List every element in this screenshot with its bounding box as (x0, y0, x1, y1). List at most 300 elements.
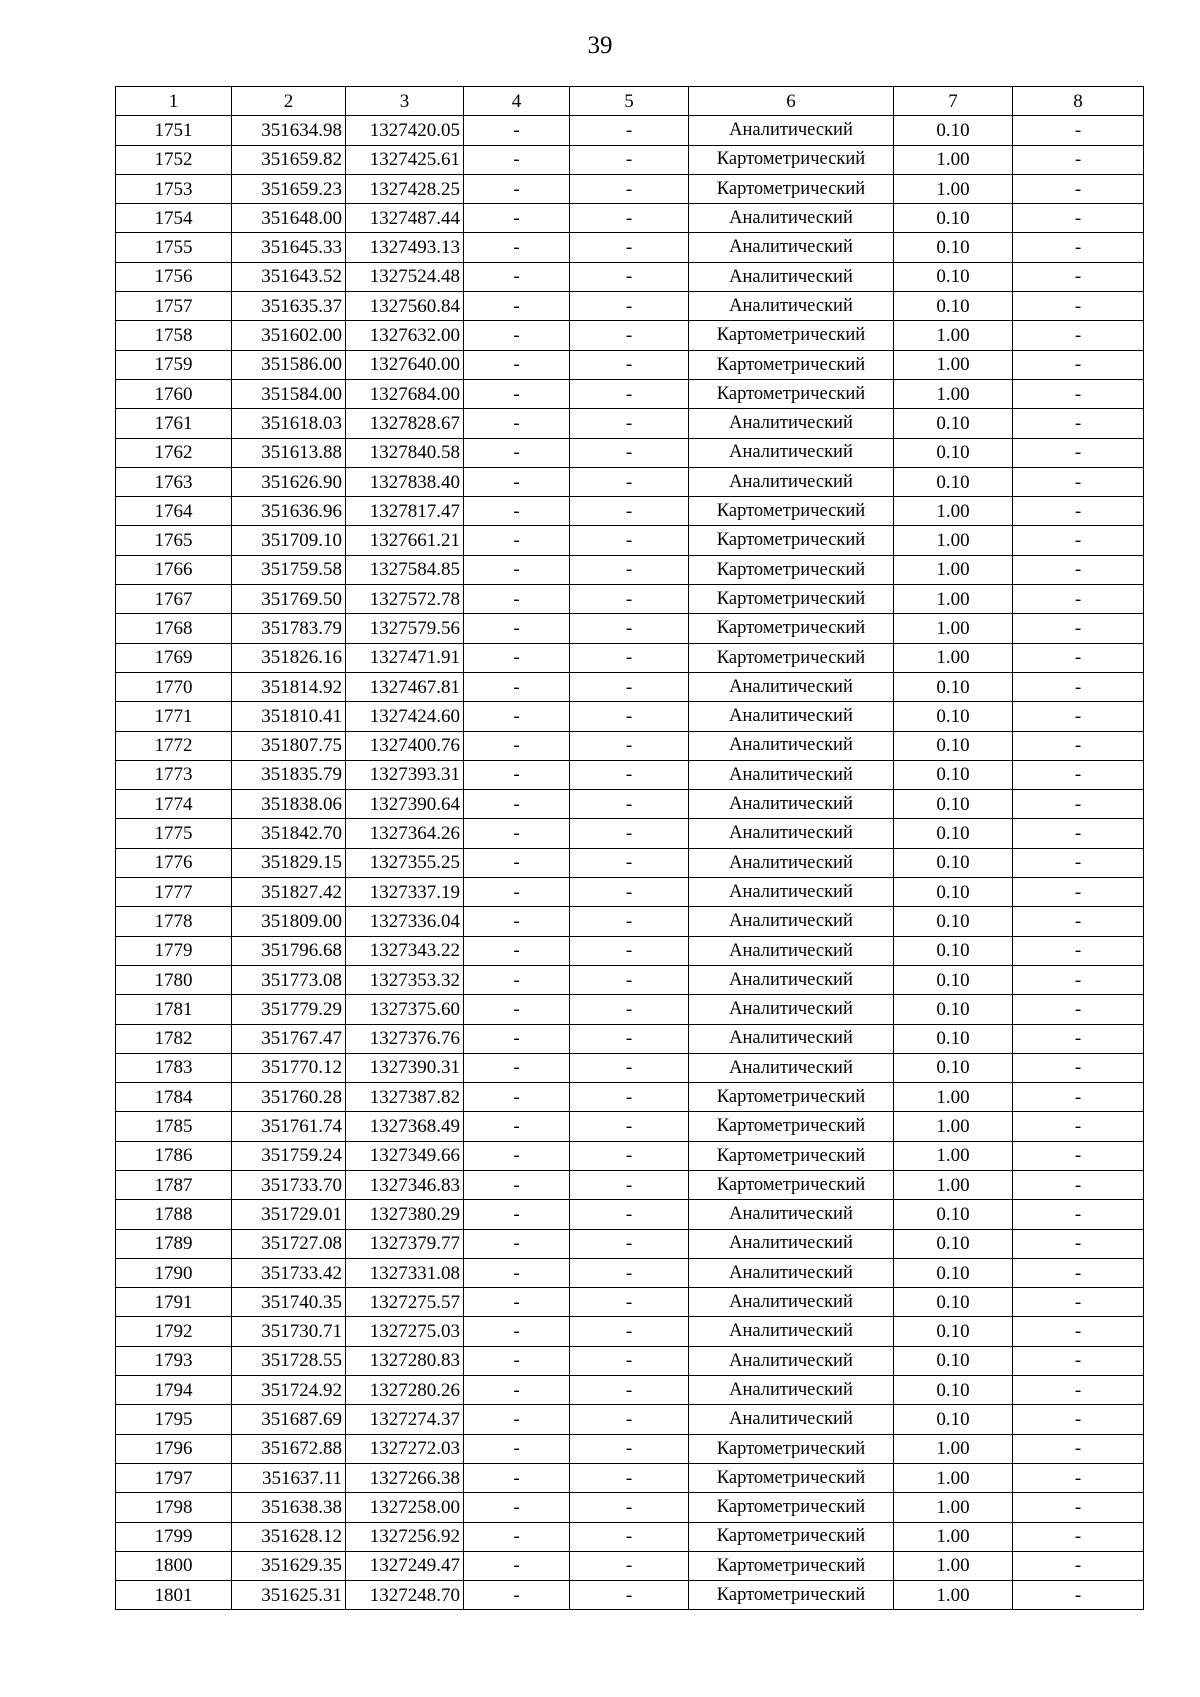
x-coordinate-cell: 351767.47 (232, 1024, 346, 1053)
column-8-cell: - (1013, 497, 1144, 526)
column-8-cell: - (1013, 1493, 1144, 1522)
column-5-cell: - (570, 1083, 689, 1112)
point-number-cell: 1785 (116, 1112, 232, 1141)
y-coordinate-cell: 1327275.57 (346, 1288, 464, 1317)
x-coordinate-cell: 351643.52 (232, 262, 346, 291)
point-number-cell: 1770 (116, 672, 232, 701)
column-8-cell: - (1013, 1581, 1144, 1610)
column-8-cell: - (1013, 1434, 1144, 1463)
column-8-cell: - (1013, 116, 1144, 145)
column-4-cell: - (464, 145, 570, 174)
accuracy-cell: 0.10 (894, 1376, 1013, 1405)
x-coordinate-cell: 351842.70 (232, 819, 346, 848)
column-4-cell: - (464, 1141, 570, 1170)
table-row (116, 936, 1144, 965)
column-header: 1 (116, 87, 232, 116)
method-cell: Аналитический (689, 1376, 894, 1405)
point-number-cell: 1764 (116, 497, 232, 526)
table-row (116, 1053, 1144, 1082)
column-5-cell: - (570, 1551, 689, 1580)
column-4-cell: - (464, 1317, 570, 1346)
column-5-cell: - (570, 526, 689, 555)
x-coordinate-cell: 351648.00 (232, 204, 346, 233)
column-5-cell: - (570, 467, 689, 496)
x-coordinate-cell: 351728.55 (232, 1346, 346, 1375)
column-4-cell: - (464, 1229, 570, 1258)
column-5-cell: - (570, 1024, 689, 1053)
table-row (116, 1581, 1144, 1610)
x-coordinate-cell: 351672.88 (232, 1434, 346, 1463)
x-coordinate-cell: 351829.15 (232, 848, 346, 877)
column-4-cell: - (464, 643, 570, 672)
table-row (116, 1288, 1144, 1317)
y-coordinate-cell: 1327337.19 (346, 878, 464, 907)
column-8-cell: - (1013, 1258, 1144, 1287)
table-row (116, 409, 1144, 438)
table-row (116, 1170, 1144, 1199)
point-number-cell: 1793 (116, 1346, 232, 1375)
column-4-cell: - (464, 819, 570, 848)
point-number-cell: 1789 (116, 1229, 232, 1258)
column-5-cell: - (570, 1581, 689, 1610)
column-5-cell: - (570, 790, 689, 819)
column-4-cell: - (464, 1200, 570, 1229)
column-8-cell: - (1013, 1522, 1144, 1551)
column-8-cell: - (1013, 350, 1144, 379)
accuracy-cell: 1.00 (894, 145, 1013, 174)
method-cell: Аналитический (689, 878, 894, 907)
accuracy-cell: 1.00 (894, 555, 1013, 584)
accuracy-cell: 0.10 (894, 438, 1013, 467)
accuracy-cell: 0.10 (894, 116, 1013, 145)
column-8-cell: - (1013, 204, 1144, 233)
y-coordinate-cell: 1327258.00 (346, 1493, 464, 1522)
point-number-cell: 1775 (116, 819, 232, 848)
table-row (116, 497, 1144, 526)
point-number-cell: 1783 (116, 1053, 232, 1082)
column-5-cell: - (570, 292, 689, 321)
column-8-cell: - (1013, 321, 1144, 350)
y-coordinate-cell: 1327280.83 (346, 1346, 464, 1375)
table-row (116, 819, 1144, 848)
column-4-cell: - (464, 350, 570, 379)
point-number-cell: 1782 (116, 1024, 232, 1053)
method-cell: Картометрический (689, 555, 894, 584)
x-coordinate-cell: 351759.58 (232, 555, 346, 584)
y-coordinate-cell: 1327632.00 (346, 321, 464, 350)
column-8-cell: - (1013, 760, 1144, 789)
y-coordinate-cell: 1327275.03 (346, 1317, 464, 1346)
column-5-cell: - (570, 936, 689, 965)
table-row (116, 1317, 1144, 1346)
y-coordinate-cell: 1327274.37 (346, 1405, 464, 1434)
y-coordinate-cell: 1327560.84 (346, 292, 464, 321)
column-5-cell: - (570, 672, 689, 701)
table-row (116, 1258, 1144, 1287)
point-number-cell: 1751 (116, 116, 232, 145)
method-cell: Аналитический (689, 204, 894, 233)
column-5-cell: - (570, 555, 689, 584)
column-8-cell: - (1013, 878, 1144, 907)
x-coordinate-cell: 351727.08 (232, 1229, 346, 1258)
column-4-cell: - (464, 1434, 570, 1463)
point-number-cell: 1798 (116, 1493, 232, 1522)
x-coordinate-cell: 351783.79 (232, 614, 346, 643)
x-coordinate-cell: 351826.16 (232, 643, 346, 672)
method-cell: Картометрический (689, 1434, 894, 1463)
x-coordinate-cell: 351810.41 (232, 702, 346, 731)
table-row (116, 1346, 1144, 1375)
method-cell: Картометрический (689, 585, 894, 614)
accuracy-cell: 1.00 (894, 614, 1013, 643)
y-coordinate-cell: 1327364.26 (346, 819, 464, 848)
x-coordinate-cell: 351835.79 (232, 760, 346, 789)
column-header: 6 (689, 87, 894, 116)
method-cell: Картометрический (689, 1170, 894, 1199)
column-header: 8 (1013, 87, 1144, 116)
column-8-cell: - (1013, 936, 1144, 965)
y-coordinate-cell: 1327376.76 (346, 1024, 464, 1053)
table-row (116, 379, 1144, 408)
method-cell: Аналитический (689, 702, 894, 731)
table-row (116, 438, 1144, 467)
accuracy-cell: 1.00 (894, 1463, 1013, 1492)
point-number-cell: 1759 (116, 350, 232, 379)
point-number-cell: 1791 (116, 1288, 232, 1317)
point-number-cell: 1779 (116, 936, 232, 965)
column-5-cell: - (570, 1434, 689, 1463)
table-row (116, 878, 1144, 907)
x-coordinate-cell: 351759.24 (232, 1141, 346, 1170)
column-4-cell: - (464, 438, 570, 467)
accuracy-cell: 0.10 (894, 1258, 1013, 1287)
column-8-cell: - (1013, 292, 1144, 321)
column-4-cell: - (464, 379, 570, 408)
y-coordinate-cell: 1327524.48 (346, 262, 464, 291)
point-number-cell: 1778 (116, 907, 232, 936)
accuracy-cell: 0.10 (894, 672, 1013, 701)
point-number-cell: 1757 (116, 292, 232, 321)
column-4-cell: - (464, 497, 570, 526)
column-5-cell: - (570, 145, 689, 174)
column-5-cell: - (570, 760, 689, 789)
y-coordinate-cell: 1327387.82 (346, 1083, 464, 1112)
method-cell: Картометрический (689, 174, 894, 203)
column-4-cell: - (464, 233, 570, 262)
column-5-cell: - (570, 1493, 689, 1522)
column-8-cell: - (1013, 467, 1144, 496)
column-5-cell: - (570, 1288, 689, 1317)
y-coordinate-cell: 1327400.76 (346, 731, 464, 760)
column-5-cell: - (570, 1053, 689, 1082)
point-number-cell: 1777 (116, 878, 232, 907)
y-coordinate-cell: 1327272.03 (346, 1434, 464, 1463)
table-row (116, 731, 1144, 760)
column-4-cell: - (464, 1083, 570, 1112)
accuracy-cell: 1.00 (894, 1083, 1013, 1112)
point-number-cell: 1801 (116, 1581, 232, 1610)
column-8-cell: - (1013, 1229, 1144, 1258)
column-4-cell: - (464, 1405, 570, 1434)
table-row (116, 1493, 1144, 1522)
point-number-cell: 1794 (116, 1376, 232, 1405)
accuracy-cell: 0.10 (894, 965, 1013, 994)
table-row (116, 995, 1144, 1024)
y-coordinate-cell: 1327467.81 (346, 672, 464, 701)
column-5-cell: - (570, 497, 689, 526)
y-coordinate-cell: 1327420.05 (346, 116, 464, 145)
column-4-cell: - (464, 1053, 570, 1082)
accuracy-cell: 1.00 (894, 174, 1013, 203)
column-4-cell: - (464, 555, 570, 584)
column-4-cell: - (464, 1551, 570, 1580)
y-coordinate-cell: 1327355.25 (346, 848, 464, 877)
column-8-cell: - (1013, 1346, 1144, 1375)
column-4-cell: - (464, 1024, 570, 1053)
column-5-cell: - (570, 350, 689, 379)
accuracy-cell: 1.00 (894, 1551, 1013, 1580)
point-number-cell: 1760 (116, 379, 232, 408)
table-row (116, 292, 1144, 321)
column-5-cell: - (570, 438, 689, 467)
method-cell: Аналитический (689, 995, 894, 1024)
column-5-cell: - (570, 907, 689, 936)
column-4-cell: - (464, 672, 570, 701)
column-header: 3 (346, 87, 464, 116)
y-coordinate-cell: 1327393.31 (346, 760, 464, 789)
x-coordinate-cell: 351814.92 (232, 672, 346, 701)
accuracy-cell: 0.10 (894, 1288, 1013, 1317)
accuracy-cell: 1.00 (894, 526, 1013, 555)
x-coordinate-cell: 351769.50 (232, 585, 346, 614)
method-cell: Картометрический (689, 614, 894, 643)
accuracy-cell: 1.00 (894, 321, 1013, 350)
coordinates-table (115, 86, 1144, 1610)
column-5-cell: - (570, 878, 689, 907)
y-coordinate-cell: 1327256.92 (346, 1522, 464, 1551)
x-coordinate-cell: 351733.70 (232, 1170, 346, 1199)
accuracy-cell: 0.10 (894, 1229, 1013, 1258)
x-coordinate-cell: 351773.08 (232, 965, 346, 994)
column-8-cell: - (1013, 790, 1144, 819)
column-4-cell: - (464, 467, 570, 496)
table-row (116, 1522, 1144, 1551)
point-number-cell: 1790 (116, 1258, 232, 1287)
accuracy-cell: 0.10 (894, 790, 1013, 819)
column-5-cell: - (570, 379, 689, 408)
x-coordinate-cell: 351729.01 (232, 1200, 346, 1229)
table-row (116, 614, 1144, 643)
method-cell: Аналитический (689, 292, 894, 321)
point-number-cell: 1788 (116, 1200, 232, 1229)
accuracy-cell: 1.00 (894, 1170, 1013, 1199)
column-4-cell: - (464, 1170, 570, 1199)
point-number-cell: 1761 (116, 409, 232, 438)
column-8-cell: - (1013, 526, 1144, 555)
x-coordinate-cell: 351809.00 (232, 907, 346, 936)
x-coordinate-cell: 351613.88 (232, 438, 346, 467)
accuracy-cell: 1.00 (894, 1141, 1013, 1170)
y-coordinate-cell: 1327579.56 (346, 614, 464, 643)
column-4-cell: - (464, 321, 570, 350)
table-row (116, 702, 1144, 731)
column-5-cell: - (570, 1405, 689, 1434)
y-coordinate-cell: 1327390.31 (346, 1053, 464, 1082)
y-coordinate-cell: 1327353.32 (346, 965, 464, 994)
table-row (116, 1229, 1144, 1258)
column-8-cell: - (1013, 145, 1144, 174)
x-coordinate-cell: 351659.23 (232, 174, 346, 203)
method-cell: Картометрический (689, 1112, 894, 1141)
column-8-cell: - (1013, 848, 1144, 877)
column-5-cell: - (570, 995, 689, 1024)
method-cell: Аналитический (689, 1346, 894, 1375)
column-8-cell: - (1013, 965, 1144, 994)
method-cell: Аналитический (689, 438, 894, 467)
column-8-cell: - (1013, 643, 1144, 672)
column-8-cell: - (1013, 1405, 1144, 1434)
column-8-cell: - (1013, 555, 1144, 584)
accuracy-cell: 0.10 (894, 907, 1013, 936)
table-row (116, 526, 1144, 555)
accuracy-cell: 0.10 (894, 1200, 1013, 1229)
point-number-cell: 1752 (116, 145, 232, 174)
table-row (116, 1083, 1144, 1112)
y-coordinate-cell: 1327428.25 (346, 174, 464, 203)
column-8-cell: - (1013, 1053, 1144, 1082)
column-4-cell: - (464, 936, 570, 965)
column-8-cell: - (1013, 907, 1144, 936)
point-number-cell: 1762 (116, 438, 232, 467)
column-5-cell: - (570, 1376, 689, 1405)
column-4-cell: - (464, 1493, 570, 1522)
column-8-cell: - (1013, 1376, 1144, 1405)
column-5-cell: - (570, 321, 689, 350)
y-coordinate-cell: 1327684.00 (346, 379, 464, 408)
method-cell: Картометрический (689, 321, 894, 350)
table-row (116, 965, 1144, 994)
point-number-cell: 1784 (116, 1083, 232, 1112)
method-cell: Картометрический (689, 379, 894, 408)
table-row (116, 907, 1144, 936)
column-4-cell: - (464, 995, 570, 1024)
accuracy-cell: 1.00 (894, 1112, 1013, 1141)
accuracy-cell: 0.10 (894, 848, 1013, 877)
column-4-cell: - (464, 409, 570, 438)
method-cell: Аналитический (689, 1258, 894, 1287)
y-coordinate-cell: 1327840.58 (346, 438, 464, 467)
accuracy-cell: 0.10 (894, 819, 1013, 848)
column-5-cell: - (570, 1141, 689, 1170)
x-coordinate-cell: 351709.10 (232, 526, 346, 555)
method-cell: Картометрический (689, 643, 894, 672)
y-coordinate-cell: 1327661.21 (346, 526, 464, 555)
accuracy-cell: 0.10 (894, 204, 1013, 233)
table-row (116, 1463, 1144, 1492)
x-coordinate-cell: 351584.00 (232, 379, 346, 408)
x-coordinate-cell: 351827.42 (232, 878, 346, 907)
table-row (116, 1200, 1144, 1229)
point-number-cell: 1765 (116, 526, 232, 555)
table-row (116, 760, 1144, 789)
table-row (116, 262, 1144, 291)
accuracy-cell: 1.00 (894, 1522, 1013, 1551)
column-5-cell: - (570, 614, 689, 643)
column-8-cell: - (1013, 995, 1144, 1024)
accuracy-cell: 0.10 (894, 1317, 1013, 1346)
x-coordinate-cell: 351760.28 (232, 1083, 346, 1112)
column-header: 2 (232, 87, 346, 116)
table-row (116, 321, 1144, 350)
accuracy-cell: 0.10 (894, 936, 1013, 965)
table-row (116, 1434, 1144, 1463)
column-8-cell: - (1013, 1551, 1144, 1580)
accuracy-cell: 1.00 (894, 643, 1013, 672)
y-coordinate-cell: 1327584.85 (346, 555, 464, 584)
accuracy-cell: 0.10 (894, 1053, 1013, 1082)
y-coordinate-cell: 1327248.70 (346, 1581, 464, 1610)
column-5-cell: - (570, 643, 689, 672)
x-coordinate-cell: 351761.74 (232, 1112, 346, 1141)
y-coordinate-cell: 1327424.60 (346, 702, 464, 731)
column-5-cell: - (570, 204, 689, 233)
accuracy-cell: 0.10 (894, 702, 1013, 731)
y-coordinate-cell: 1327343.22 (346, 936, 464, 965)
column-4-cell: - (464, 702, 570, 731)
x-coordinate-cell: 351687.69 (232, 1405, 346, 1434)
column-4-cell: - (464, 174, 570, 203)
column-8-cell: - (1013, 1200, 1144, 1229)
column-4-cell: - (464, 1346, 570, 1375)
accuracy-cell: 0.10 (894, 760, 1013, 789)
x-coordinate-cell: 351838.06 (232, 790, 346, 819)
point-number-cell: 1755 (116, 233, 232, 262)
column-8-cell: - (1013, 1141, 1144, 1170)
x-coordinate-cell: 351637.11 (232, 1463, 346, 1492)
x-coordinate-cell: 351796.68 (232, 936, 346, 965)
point-number-cell: 1766 (116, 555, 232, 584)
table-row (116, 1376, 1144, 1405)
column-4-cell: - (464, 262, 570, 291)
point-number-cell: 1753 (116, 174, 232, 203)
table-row (116, 145, 1144, 174)
method-cell: Аналитический (689, 731, 894, 760)
y-coordinate-cell: 1327838.40 (346, 467, 464, 496)
table-header-row (116, 87, 1144, 116)
method-cell: Аналитический (689, 848, 894, 877)
y-coordinate-cell: 1327572.78 (346, 585, 464, 614)
point-number-cell: 1776 (116, 848, 232, 877)
column-8-cell: - (1013, 262, 1144, 291)
column-5-cell: - (570, 819, 689, 848)
y-coordinate-cell: 1327266.38 (346, 1463, 464, 1492)
column-4-cell: - (464, 1376, 570, 1405)
method-cell: Аналитический (689, 1288, 894, 1317)
y-coordinate-cell: 1327471.91 (346, 643, 464, 672)
method-cell: Аналитический (689, 790, 894, 819)
method-cell: Аналитический (689, 1405, 894, 1434)
x-coordinate-cell: 351645.33 (232, 233, 346, 262)
method-cell: Картометрический (689, 145, 894, 174)
column-4-cell: - (464, 965, 570, 994)
table-row (116, 467, 1144, 496)
column-8-cell: - (1013, 174, 1144, 203)
column-5-cell: - (570, 848, 689, 877)
column-8-cell: - (1013, 585, 1144, 614)
column-8-cell: - (1013, 379, 1144, 408)
accuracy-cell: 0.10 (894, 262, 1013, 291)
x-coordinate-cell: 351638.38 (232, 1493, 346, 1522)
